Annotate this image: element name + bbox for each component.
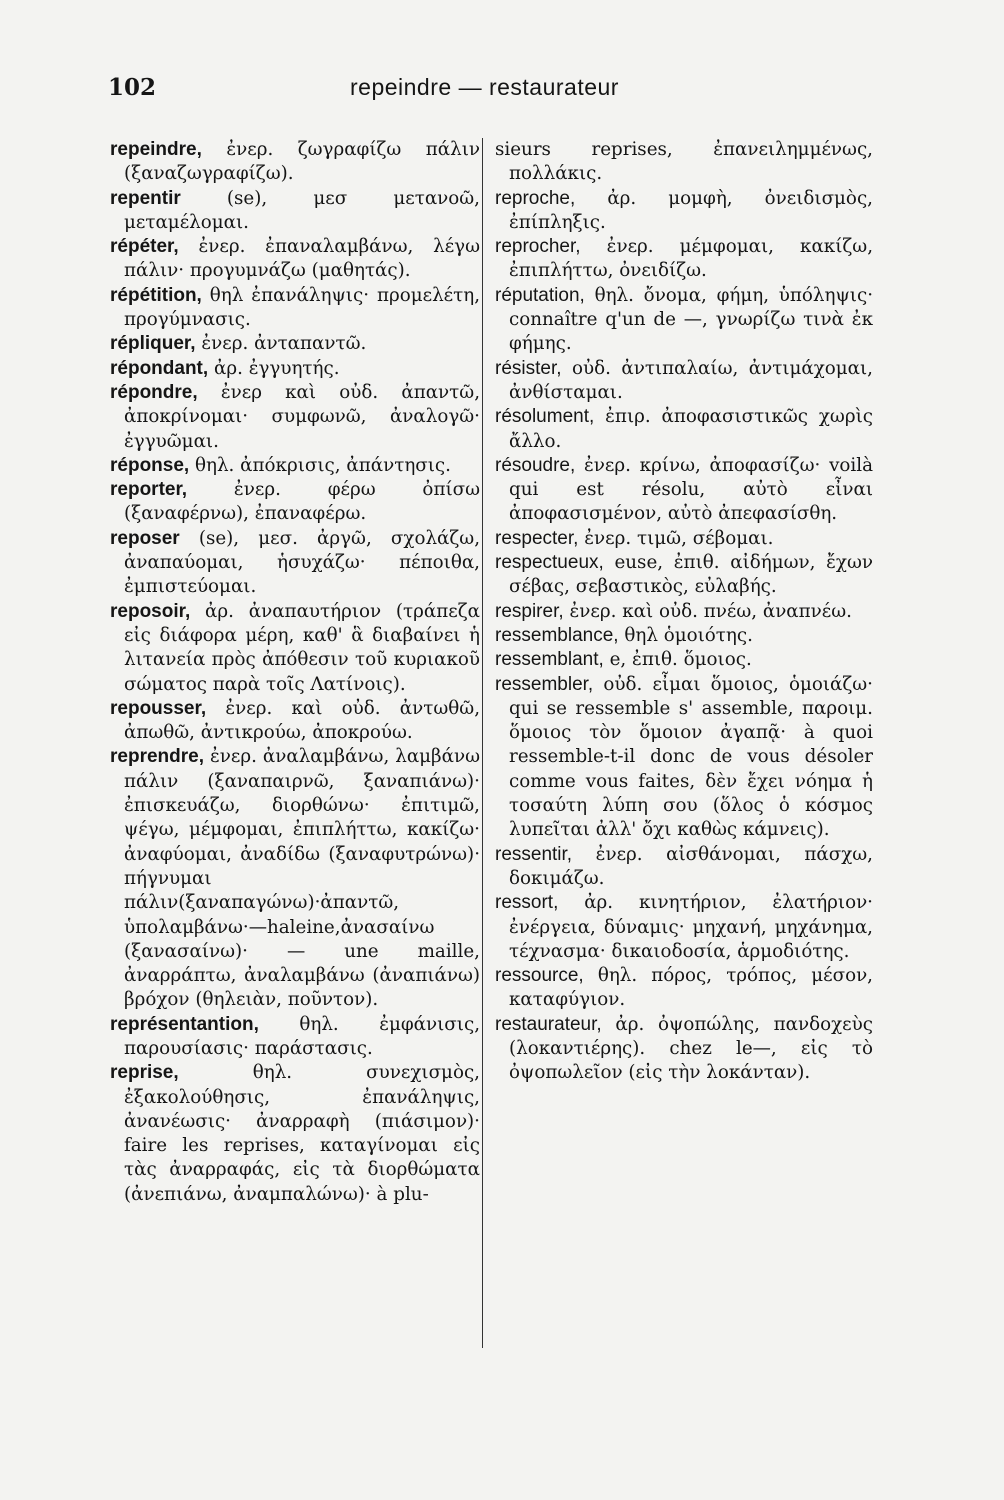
dictionary-entry [110,381,480,454]
dictionary-entry [110,357,480,381]
definition-text: ἐνερ. καὶ οὐδ. ἀντωθῶ, ἀπωθῶ, ἀντικρούω, ἀποκρούω. [124,697,481,744]
dictionary-entry [110,235,480,284]
definition-text: ἐνερ. ζωγραφίζω πάλιν (ξαναζωγραφίζω). [124,139,481,185]
definition-text: e, ἐπιθ. ὅμοιος. [609,649,752,671]
dictionary-entry [495,551,873,600]
definition-text: θηλ. πόρος, τρόπος, μέσον, καταφύγιον. [509,965,873,1011]
definition-text: sieurs reprises, ἐπανειλημμένως, πολλάκις. [495,139,873,185]
left-column [110,138,480,1207]
headword: résoudre, [495,454,576,476]
definition-text: θηλ ἐπανάληψις· προμελέτη, προγύμνασις. [124,284,481,331]
headword: répondant, [110,357,209,379]
page-number: 102 [108,74,157,101]
dictionary-entry [495,624,873,648]
dictionary-entry [495,187,873,236]
definition-text: ἀρ. ἀναπαυτήριον (τράπεζα εἰς διάφορα μέρη, καθ' ἃ διαβαίνει ἡ λιτανεία πρὸς ἀπόθεσιν τοῦ κυριακοῦ σώματος παρὰ τοῖς Λατίνοις). [124,600,480,695]
dictionary-entry [110,284,480,333]
headword: reproche, [495,187,576,209]
dictionary-entry [495,891,873,964]
dictionary-entry [110,1061,480,1207]
definition-text: ἀρ. κινητήριον, ἐλατήριον· ἐνέργεια, δύναμις· μηχανή, μηχάνημα, τέχνασμα· δικαιοδοσία, ἁρμοδιότης. [509,892,873,962]
dictionary-entry [110,454,480,478]
dictionary-entry [110,697,480,746]
definition-text: θηλ ὁμοιότης. [624,624,753,646]
headword: repeindre, [110,139,202,160]
dictionary-entry [495,673,873,843]
headword: réputation, [495,284,585,306]
definition-text: euse, ἐπιθ. αἰδήμων, ἔχων σέβας, σεβαστικὸς, εὐλαβής. [509,552,873,598]
definition-text: ἐνερ. φέρω ὀπίσω (ξαναφέρνω), ἐπαναφέρω. [124,479,481,525]
definition-text: ἐνερ. ἀνταπαντῶ. [201,333,367,355]
dictionary-entry [495,1013,873,1086]
definition-text: οὐδ. εἶμαι ὅμοιος, ὁμοιάζω· qui se ressemble s' assemble, παροιμ. ὅμοιος τὸν ὅμοιον ἀγαπᾷ· à quoi ressemble-t-il donc de vous désoler comme vous faites, δὲν ἔχει νόημα ἡ τοσαύτη λύπη σου (ὅλος ὁ κόσμος λυπεῖται ἀλλ' ὄχι καθὼς κάμνεις). [509,673,873,841]
dictionary-entry [110,1013,480,1062]
headword: repentir [110,187,181,209]
headword: ressort, [495,892,559,914]
dictionary-entry [495,600,873,624]
dictionary-entry [110,745,480,1012]
dictionary-entry [110,138,480,187]
definition-text: ἀρ. μομφὴ, ὀνειδισμὸς, ἐπίπληξις. [509,187,873,233]
headword: reprocher, [495,236,581,258]
definition-text: οὐδ. ἀντιπαλαίω, ἀντιμάχομαι, ἀνθίσταμαι. [509,357,873,403]
definition-text: ἐνερ. τιμῶ, σέβομαι. [584,527,774,549]
headword: répétition, [110,284,202,306]
dictionary-entry [495,284,873,357]
definition-text: θηλ. ἀπόκρισις, ἀπάντησις. [195,454,451,476]
definition-text: θηλ. συνεχισμὸς, ἐξακολούθησις, ἐπανάληψις, ἀνανέωσις· ἀναρραφὴ (πιάσιμον)· faire les reprises, καταγίνομαι εἰς τὰς ἀναρραφάς, εἰς τὰ διορθώματα (ἀνεπιάνω, ἀναμπαλώνω)· à plu- [124,1062,480,1205]
headword: résister, [495,357,562,379]
headword: ressemblance, [495,624,619,646]
definition-text: ἐνερ. ἐπαναλαμβάνω, λέγω πάλιν· προγυμνάζω (μαθητάς). [124,236,481,282]
dictionary-entry [110,600,480,697]
definition-text: ἀρ. ἐγγυητής. [213,357,340,379]
dictionary-entry [110,478,480,527]
definition-text: (se), μεσ. ἀργῶ, σχολάζω, ἀναπαύομαι, ἡσυχάζω· πέποιθα, ἐμπιστεύομαι. [124,527,481,598]
headword: respectueux, [495,552,604,574]
dictionary-entry [495,405,873,454]
definition-text: ἐνερ. αἰσθάνομαι, πάσχω, δοκιμάζω. [509,843,873,889]
headword: représentantion, [110,1013,259,1035]
dictionary-entry [495,964,873,1013]
definition-text: ἀρ. ὀψοπώλης, πανδοχεὺς (λοκαντιέρης). chez le—, εἰς τὸ ὀψοπωλεῖον (εἰς τὴν λοκάνταν). [509,1013,874,1084]
definition-text: ἐπιρ. ἀποφασιστικῶς χωρὶς ἄλλο. [509,406,873,452]
definition-text: ἐνερ. κρίνω, ἀποφασίζω· voilà qui est résolu, αὐτὸ εἶναι ἀποφασισμένον, αὐτὸ ἀπεφασίσθη. [509,454,873,525]
dictionary-entry [495,648,873,672]
definition-text: ἐνερ. ἀναλαμβάνω, λαμβάνω πάλιν (ξαναπαιρνῶ, ξαναπιάνω)· ἐπισκευάζω, διορθώνω· ἐπιτιμῶ, ψέγω, μέμφομαι, ἐπιπλήττω, κακίζω· ἀναφύομαι, ἀναδίδω (ξαναφυτρώνω)· πήγνυμαι πάλιν(ξαναπαγώνω)·ἀπαντῶ, ὑπολαμβάνω·—haleine,ἀνασαίνω (ξανασαίνω)· — une maille, ἀναρράπτω, ἀναλαμβάνω (ἀναπιάνω) βρόχον (θηλειὰν, ποῦντον). [124,746,480,1011]
definition-text: θηλ. ὄνομα, φήμη, ὑπόληψις· connaître q'un de —, γνωρίζω τινὰ ἐκ φήμης. [509,284,873,355]
headword: repousser, [110,697,207,719]
headword: ressembler, [495,673,594,695]
definition-text: ἐνερ. μέμφομαι, κακίζω, ἐπιπλήττω, ὀνειδίζω. [509,236,874,282]
headword: ressource, [495,965,584,987]
headword: reprendre, [110,746,204,768]
column-divider [482,138,483,1348]
headword: réponse, [110,454,190,476]
dictionary-entry [495,138,873,187]
dictionary-entry [495,843,873,892]
headword: respirer, [495,600,564,622]
running-title: repeindre — restaurateur [350,74,619,100]
dictionary-entry [495,527,873,551]
headword: reposer [110,527,180,549]
dictionary-entry [110,187,480,236]
dictionary-entry [110,332,480,356]
headword: reporter, [110,479,188,501]
definition-text: ἐνερ. καὶ οὐδ. πνέω, ἀναπνέω. [569,600,852,622]
dictionary-entry [495,357,873,406]
headword: reprise, [110,1062,179,1084]
headword: résolument, [495,406,595,428]
definition-text: (se), μεσ μετανοῶ, μεταμέλομαι. [124,187,480,233]
headword: répliquer, [110,333,196,355]
headword: répéter, [110,236,179,258]
headword: restaurateur, [495,1013,602,1035]
headword: répondre, [110,381,198,403]
definition-text: θηλ. ἐμφάνισις, παρουσίασις· παράστασις. [124,1013,481,1059]
headword: ressentir, [495,843,573,865]
headword: reposoir, [110,600,191,622]
headword: ressemblant, [495,649,604,671]
headword: respecter, [495,527,579,549]
dictionary-entry [495,235,873,284]
dictionary-entry [495,454,873,527]
definition-text: ἐνερ καὶ οὐδ. ἀπαντῶ, ἀποκρίνομαι· συμφωνῶ, ἀναλογῶ· ἐγγυῶμαι. [124,381,481,452]
right-column [495,138,873,1086]
dictionary-entry [110,527,480,600]
